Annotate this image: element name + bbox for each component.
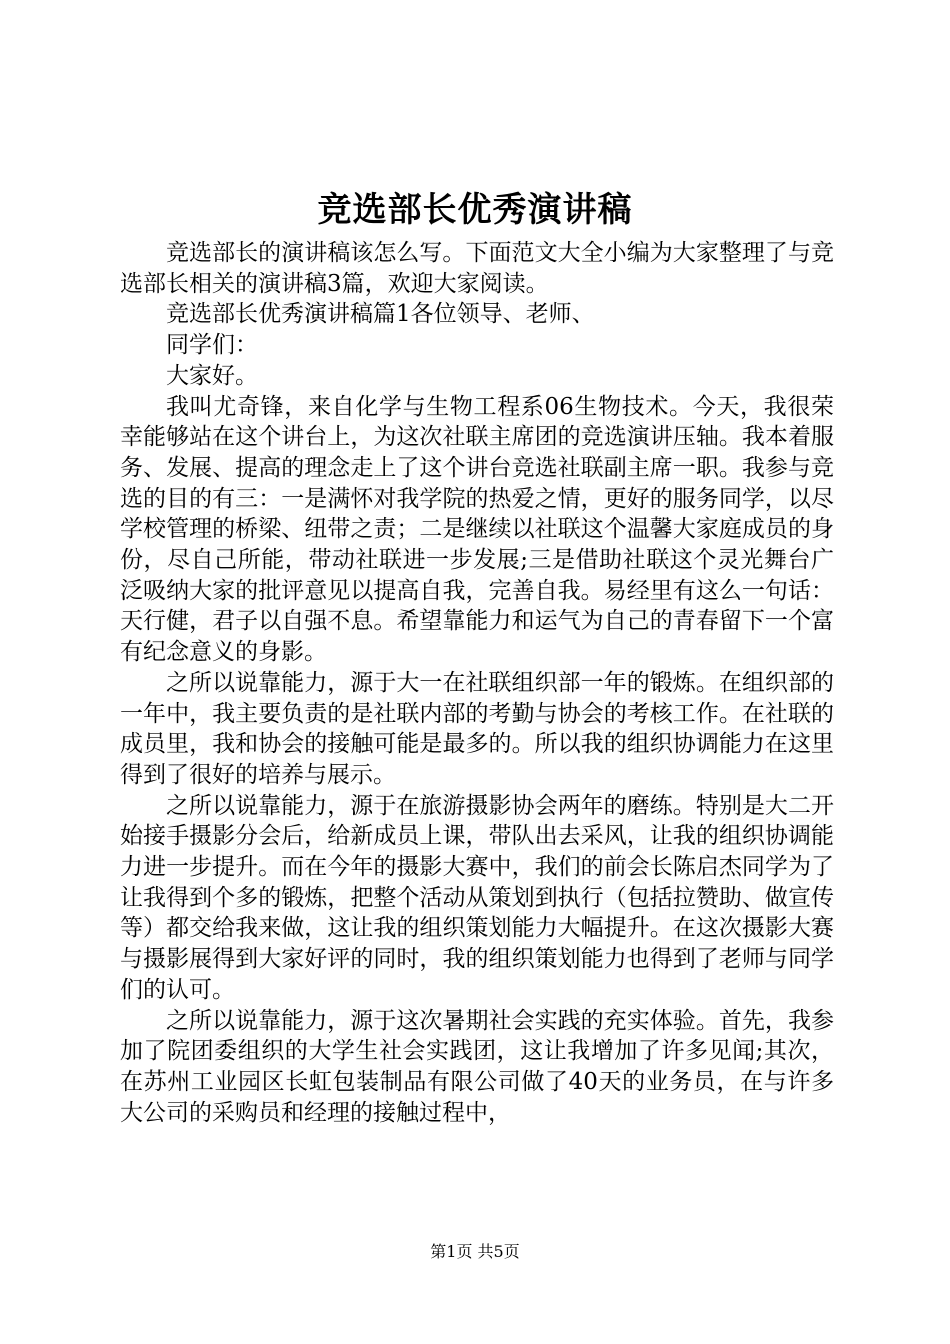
document-body [120, 238, 834, 1128]
paragraph: 之所以说靠能力，源于在旅游摄影协会两年的磨练。特别是大二开始接手摄影分会后，给新成员上课，带队出去采风，让我的组织协调能力进一步提升。而在今年的摄影大赛中，我们的前会长陈启杰同学为了让我得到个多的锻炼，把整个活动从策划到执行（包括拉赞助、做宣传等）都交给我来做，这让我的组织策划能力大幅提升。在这次摄影大赛与摄影展得到大家好评的同时，我的组织策划能力也得到了老师与同学们的认可。 [120, 792, 834, 1003]
paragraph: 同学们： [166, 332, 258, 359]
paragraph: 大家好。 [166, 362, 258, 389]
paragraph: 竞选部长的演讲稿该怎么写。下面范文大全小编为大家整理了与竞选部长相关的演讲稿3篇，欢迎大家阅读。 [120, 240, 834, 297]
document-title: 竞选部长优秀演讲稿 [317, 190, 633, 230]
paragraph: 竞选部长优秀演讲稿篇1各位领导、老师、 [166, 301, 595, 328]
paragraph: 之所以说靠能力，源于这次暑期社会实践的充实体验。首先，我参加了院团委组织的大学生社会实践团，这让我增加了许多见闻;其次，在苏州工业园区长虹包装制品有限公司做了40天的业务员，在与许多大公司的采购员和经理的接触过程中， [120, 1007, 834, 1126]
page-number-footer: 第1页 共5页 [430, 1242, 520, 1261]
paragraph: 我叫尤奇锋，来自化学与生物工程系06生物技术。今天，我很荣幸能够站在这个讲台上，为这次社联主席团的竞选演讲压轴。我本着服务、发展、提高的理念走上了这个讲台竞选社联副主席一职。我参与竞选的目的有三：一是满怀对我学院的热爱之情，更好的服务同学，以尽学校管理的桥梁、纽带之责；二是继续以社联这个温馨大家庭成员的身份，尽自己所能，带动社联进一步发展;三是借助社联这个灵光舞台广泛吸纳大家的批评意见以提高自我，完善自我。易经里有这么一句话：天行健，君子以自强不息。希望靠能力和运气为自己的青春留下一个富有纪念意义的身影。 [120, 393, 834, 666]
paragraph: 之所以说靠能力，源于大一在社联组织部一年的锻炼。在组织部的一年中，我主要负责的是社联内部的考勤与协会的考核工作。在社联的成员里，我和协会的接触可能是最多的。所以我的组织协调能力在这里得到了很好的培养与展示。 [120, 669, 834, 788]
